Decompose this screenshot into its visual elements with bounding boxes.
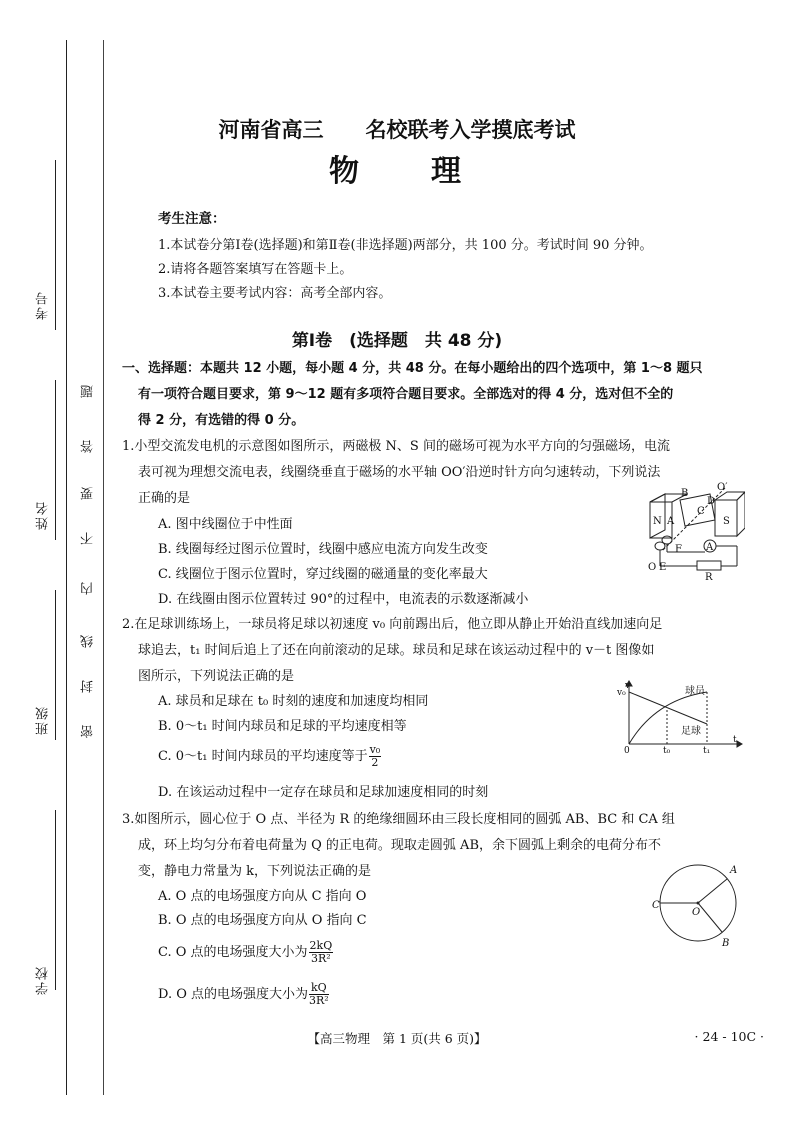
name-label: 姓名 [36,500,51,530]
class-label: 班级 [36,705,51,735]
q1-option-b: B. 线圈每经过图示位置时，线圈中感应电流方向发生改变 [158,542,488,557]
notice-item: 2.请将各题答案填写在答题卡上。 [158,262,353,277]
point-a-label: A [730,865,738,876]
slip-ring [662,536,672,544]
fig-label: R [705,572,713,580]
seal-char: 要 [81,487,96,500]
t-axis-label: t [733,735,737,745]
fig-label: O′ [717,482,728,493]
seal-char: 不 [81,532,96,545]
t0-label: t₀ [663,746,671,755]
fig-label: S [723,516,730,527]
fig-label: B [681,488,689,499]
q3-option-b: B. O 点的电场强度方向从 O 指向 C [158,913,367,928]
q3-stem: 成，环上均匀分布着电荷量为 Q 的正电荷。现取走圆弧 AB，余下圆弧上剩余的电荷分布不 [138,838,661,853]
q2-option-c: C. 0～t₁ 时间内球员的平均速度等于 $\frac{\text{v₀}}{2}$ [158,743,381,769]
q2-stem: 2.在足球训练场上，一球员将足球以初速度 v₀ 向前踢出后，他立即从静止开始沿直线加速向足 [122,617,663,632]
q2-option-a: A. 球员和足球在 t₀ 时刻的速度和加速度均相同 [158,694,429,709]
ring-figure [650,855,750,950]
q3-stem: 3.如图所示，圆心位于 O 点、半径为 R 的绝缘细圆环由三段长度相同的圆弧 AB、BC 和 CA 组 [122,812,675,827]
q1-stem: 1.小型交流发电机的示意图如图所示，两磁极 N、S 间的磁场可视为水平方向的匀强磁场，电流 [122,439,670,454]
radius-ob [698,903,722,932]
point-b-label: B [722,938,730,949]
fig-label: C [697,506,705,517]
v-axis-label: v [625,681,631,691]
q3-option-d: D. O 点的电场强度大小为 $\frac{kQ}{\text{3R²}}$ [158,981,329,1007]
ball-label: 足球 [681,726,701,737]
class-field[interactable] [55,590,56,740]
q3-option-c: C. O 点的电场强度大小为 $\frac{2kQ}{\text{3R²}}$ [158,939,333,965]
fraction: $\frac{\text{v₀}}{2}$ [369,743,381,769]
q3-stem: 变，静电力常量为 k，下列说法正确的是 [138,864,372,879]
generator-figure [645,480,745,580]
v0-label: v₀ [617,688,626,698]
q2-stem: 图所示，下列说法正确的是 [138,669,295,684]
binding-line-inner [103,40,104,1095]
resistor [697,561,721,570]
seal-char: 封 [81,680,96,693]
notice-heading: 考生注意： [158,211,226,227]
seal-char: 密 [81,725,96,738]
fraction: $\frac{2kQ}{\text{3R²}}$ [309,939,333,965]
q2-option-d: D. 在该运动过程中一定存在球员和足球加速度相同的时刻 [158,785,489,800]
fig-label: N [653,516,662,527]
seal-char: 内 [81,582,96,595]
seal-char: 答 [81,440,96,453]
exam-title: 河南省高三 名校联考入学摸底考试 [218,118,576,142]
radius-oa [698,879,727,903]
player-label: 球员 [685,686,705,697]
origin-label: 0 [624,746,630,755]
q1-option-a: A. 图中线圈位于中性面 [158,517,293,532]
name-field[interactable] [55,380,56,540]
section-instructions: 一、选择题：本题共 12 小题，每小题 4 分，共 48 分。在每小题给出的四个选项中，第 1～8 题只 [122,361,703,376]
school-field[interactable] [55,810,56,990]
q1-option-c: C. 线圈位于图示位置时，穿过线圈的磁通量的变化率最大 [158,567,488,582]
seal-char: 题 [81,385,96,398]
t1-label: t₁ [703,746,711,755]
section-instructions: 得 2 分，有选错的得 0 分。 [138,413,305,428]
fig-label: E [659,562,667,573]
page-footer: 【高三物理 第 1 页(共 6 页)】 [307,1031,487,1046]
school-label: 学校 [36,965,51,995]
seal-char: 线 [81,635,96,648]
exam-code: · 24 - 10C · [694,1029,764,1044]
section-title: 第Ⅰ卷 (选择题 共 48 分) [291,331,503,351]
point-o-label: O [692,907,701,918]
fig-label: A [706,542,714,553]
q1-option-d: D. 在线圈由图示位置转过 90°的过程中，电流表的示数逐渐减小 [158,592,529,607]
q3-option-a: A. O 点的电场强度方向从 C 指向 O [158,889,367,904]
notice-item: 3.本试卷主要考试内容：高考全部内容。 [158,286,392,301]
subject-title: 物 理 [329,154,465,189]
q2-option-b: B. 0～t₁ 时间内球员和足球的平均速度相等 [158,719,407,734]
point-c-label: C [652,900,660,911]
fig-label: O [648,562,657,573]
notice-item: 1.本试卷分第Ⅰ卷(选择题)和第Ⅱ卷(非选择题)两部分，共 100 分。考试时间 90 分钟。 [158,238,653,253]
binding-line-outer [66,40,67,1095]
q2-stem: 球追去，t₁ 时间后追上了还在向前滚动的足球。球员和足球在该运动过程中的 v－t 图像如 [138,643,655,658]
fraction: $\frac{kQ}{\text{3R²}}$ [309,981,329,1007]
fig-label: D [707,496,716,507]
q1-stem: 正确的是 [138,491,191,506]
exam-number-label: 考号 [36,290,51,320]
section-instructions: 有一项符合题目要求，第 9～12 题有多项符合题目要求。全部选对的得 4 分，选对但不全的 [138,387,674,402]
fig-label: F [675,544,682,555]
fig-label: A [667,516,675,527]
q1-stem: 表可视为理想交流电表，线圈绕垂直于磁场的水平轴 OO′沿逆时针方向匀速转动，下列说法 [138,465,661,480]
vt-graph [615,680,745,755]
